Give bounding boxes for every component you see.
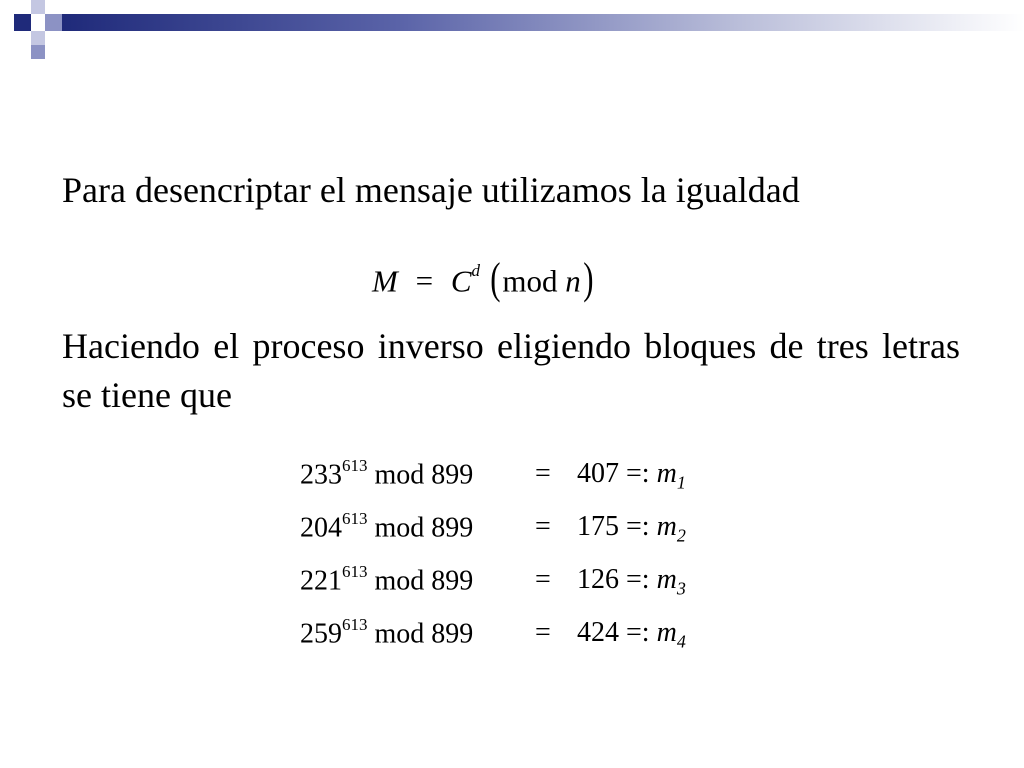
formula-close-paren: ): [582, 254, 594, 304]
equation-var: m: [656, 511, 677, 542]
equation-result: 175 =:: [577, 511, 657, 542]
equation-exponent: 613: [342, 562, 368, 581]
equation-subscript: 2: [676, 525, 686, 546]
equation-mod: mod 899: [367, 459, 474, 491]
equation-mod: mod 899: [367, 565, 474, 597]
equation-base: 259: [300, 618, 342, 650]
equation-rhs: [577, 511, 686, 547]
equation-base: 221: [300, 565, 342, 597]
equation-rhs: [577, 458, 686, 494]
equation-result: 407 =:: [577, 458, 657, 489]
equation-exponent: 613: [342, 456, 368, 475]
formula-base: C: [450, 263, 472, 299]
equation-subscript: 3: [676, 578, 686, 599]
equation-lhs: [300, 511, 473, 544]
decor-square-lavender: [45, 14, 62, 31]
intro-paragraph: Para desencriptar el mensaje utilizamos la igualdad: [62, 170, 800, 210]
formula-lhs: M: [372, 263, 398, 299]
formula-modulus: n: [565, 263, 581, 299]
equation-subscript: 1: [676, 472, 686, 493]
formula-exponent: d: [471, 261, 480, 280]
formula-equals: =: [415, 263, 434, 299]
equation-equals: =: [535, 458, 551, 489]
decor-square-navy: [14, 14, 31, 31]
decryption-formula: [372, 250, 595, 306]
equation-equals: =: [535, 511, 551, 542]
equation-equals: =: [535, 564, 551, 595]
equation-exponent: 613: [342, 615, 368, 634]
decor-square-lavender: [31, 0, 45, 14]
equation-result: 126 =:: [577, 564, 657, 595]
header-decoration: [0, 0, 1024, 70]
equation-rhs: [577, 564, 686, 600]
equation-var: m: [656, 617, 677, 648]
equation-lhs: [300, 617, 473, 650]
equation-result: 424 =:: [577, 617, 657, 648]
equation-mod: mod 899: [367, 512, 474, 544]
decor-square-lavender: [31, 31, 45, 45]
equation-base: 233: [300, 459, 342, 491]
equation-lhs: [300, 564, 473, 597]
equation-var: m: [656, 564, 677, 595]
equation-equals: =: [535, 617, 551, 648]
equation-mod: mod 899: [367, 618, 474, 650]
formula-mod: mod: [502, 263, 558, 299]
equation-subscript: 4: [676, 631, 686, 652]
decor-square-lavender: [31, 45, 45, 59]
header-gradient-bar: [62, 14, 1024, 31]
equation-var: m: [656, 458, 677, 489]
equation-base: 204: [300, 512, 342, 544]
equation-lhs: [300, 458, 473, 491]
process-paragraph: Haciendo el proceso inverso eligiendo bloques de tres letras se tiene que: [62, 326, 960, 415]
equation-exponent: 613: [342, 509, 368, 528]
formula-open-paren: (: [489, 254, 501, 304]
equation-rhs: [577, 617, 686, 653]
